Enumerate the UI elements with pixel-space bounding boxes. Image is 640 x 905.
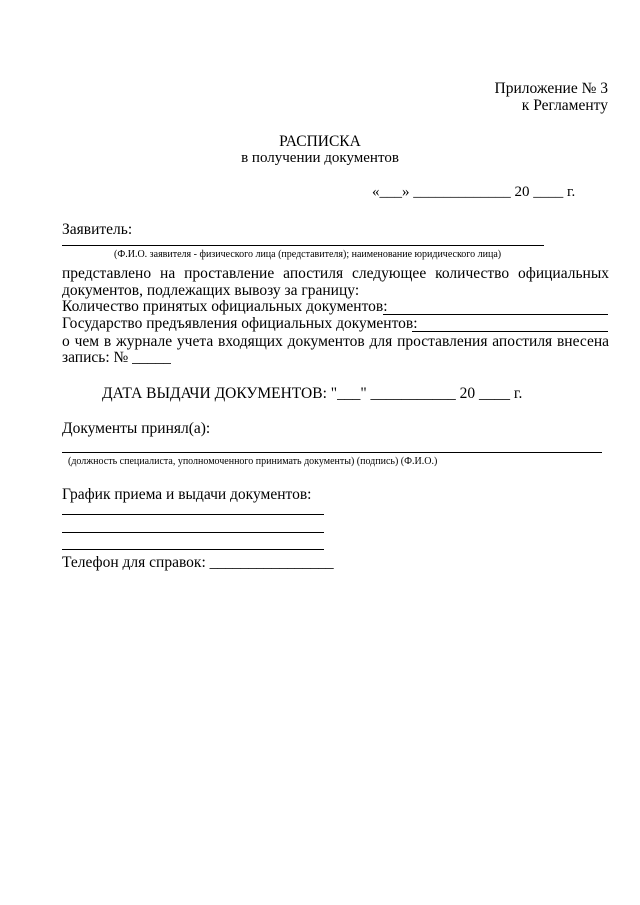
schedule-line-2: [62, 532, 324, 533]
state-label: Государство предъявления официальных документов:: [62, 315, 418, 332]
schedule-label: График приема и выдачи документов:: [62, 486, 312, 503]
phone-label: Телефон для справок: ________________: [62, 554, 334, 571]
issue-date-line: ДАТА ВЫДАЧИ ДОКУМЕНТОВ: "___" ___________ 20 ____ г.: [102, 385, 523, 402]
body-line-2: документов, подлежащих вывозу за границу:: [62, 282, 360, 299]
state-field: [412, 331, 608, 332]
schedule-line-3: [62, 549, 324, 550]
accepted-by-line: [62, 452, 602, 453]
body-line-1: представлено на проставление апостиля следующее количество официальных: [62, 265, 609, 282]
receipt-date-line: «___» _____________ 20 ____ г.: [372, 184, 576, 200]
accepted-by-caption: (должность специалиста, уполномоченного принимать документы) (подпись) (Ф.И.О.): [68, 456, 438, 467]
applicant-name-line: [62, 245, 544, 246]
document-title: РАСПИСКА: [279, 133, 361, 150]
schedule-line-1: [62, 514, 324, 515]
journal-record-number: запись: № _____: [62, 349, 171, 366]
journal-line: о чем в журнале учета входящих документов для проставления апостиля внесена: [62, 333, 609, 350]
document-subtitle: в получении документов: [241, 150, 399, 166]
appendix-number: Приложение № 3: [494, 80, 608, 97]
documents-count-label: Количество принятых официальных документов:: [62, 298, 388, 315]
accepted-by-label: Документы принял(а):: [62, 420, 211, 437]
applicant-caption: (Ф.И.О. заявителя - физического лица (представителя); наименование юридического лица): [114, 249, 502, 260]
applicant-label: Заявитель:: [62, 221, 133, 238]
regulation-ref: к Регламенту: [521, 97, 608, 114]
